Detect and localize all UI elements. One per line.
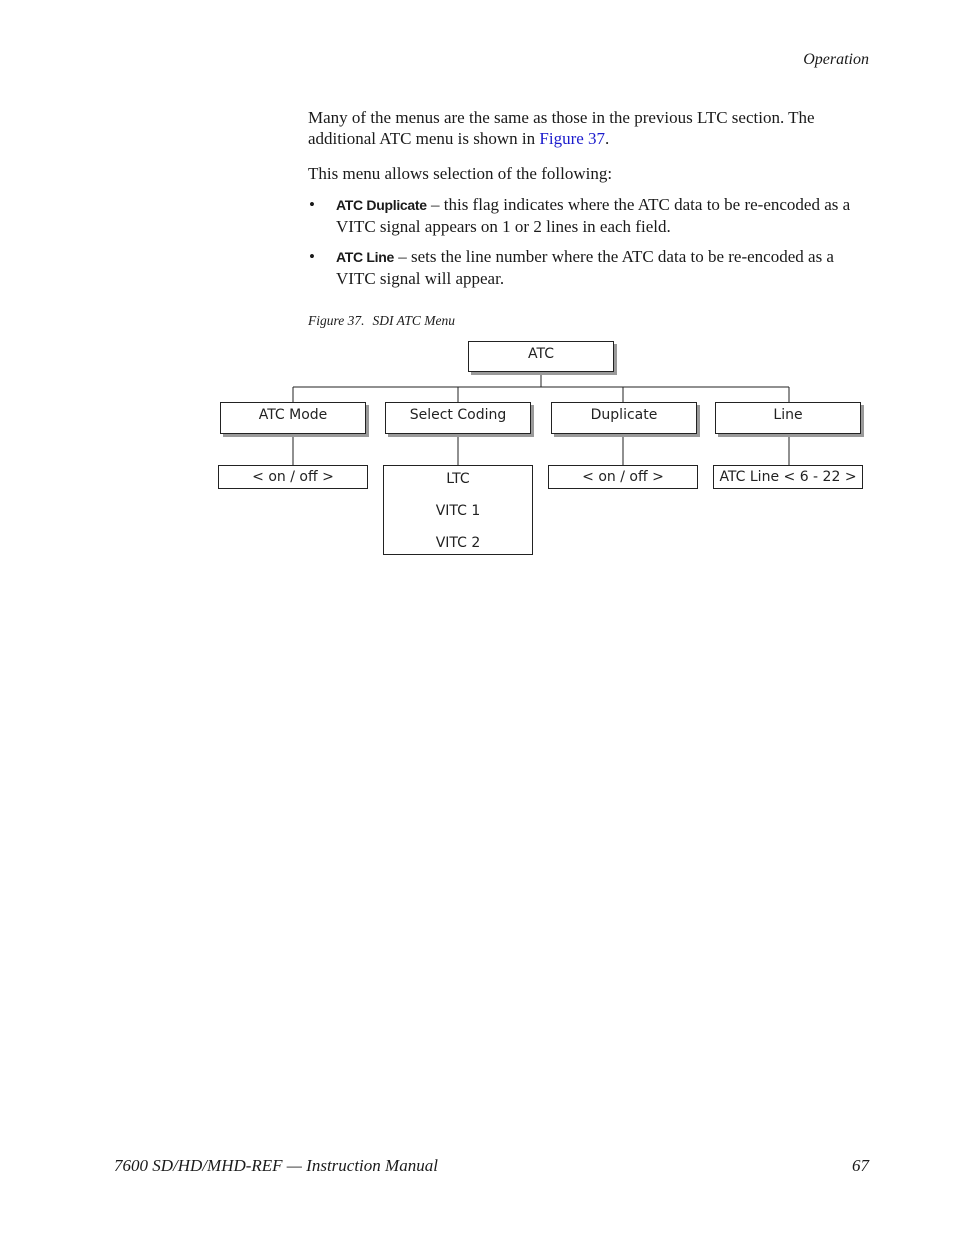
desc-atc-line: – sets the line number where the ATC data to be re-encoded as a VITC signal will appear.	[336, 247, 834, 288]
coding-ltc: LTC	[446, 471, 470, 487]
term-atc-line: ATC Line	[336, 249, 395, 265]
list-item	[308, 246, 873, 289]
term-atc-duplicate: ATC Duplicate	[336, 197, 427, 213]
intro-period: .	[605, 129, 610, 148]
desc-atc-duplicate: – this flag indicates where the ATC data to be re-encoded as a VITC signal appears on 1 or 2 lines in each field.	[336, 195, 851, 236]
selection-paragraph: This menu allows selection of the following:	[308, 164, 613, 183]
bullet-icon: •	[309, 195, 315, 214]
option-line: ATC Line < 6 - 22 >	[713, 465, 863, 489]
intro-paragraph	[308, 107, 873, 149]
menu-line: Line	[715, 402, 861, 434]
option-duplicate: < on / off >	[548, 465, 698, 489]
coding-vitc1: VITC 1	[435, 503, 481, 519]
figure-title: SDI ATC Menu	[372, 313, 455, 328]
option-select-coding	[383, 465, 533, 555]
option-atc-mode: < on / off >	[218, 465, 368, 489]
figure-caption	[308, 313, 455, 329]
figure-link[interactable]: Figure 37	[539, 129, 606, 148]
menu-root-atc: ATC	[468, 341, 614, 372]
running-header: Operation	[803, 51, 869, 68]
bullet-icon: •	[309, 247, 315, 266]
list-item	[308, 194, 873, 237]
page-number: 67	[852, 1156, 869, 1175]
footer-manual-title: 7600 SD/HD/MHD-REF — Instruction Manual	[114, 1156, 438, 1175]
figure-number: Figure 37.	[308, 313, 365, 328]
menu-atc-mode: ATC Mode	[220, 402, 366, 434]
option-list	[308, 194, 873, 298]
menu-select-coding: Select Coding	[385, 402, 531, 434]
menu-duplicate: Duplicate	[551, 402, 697, 434]
intro-text: Many of the menus are the same as those in the previous LTC section. The additional ATC menu is shown in	[308, 108, 815, 148]
coding-vitc2: VITC 2	[435, 535, 481, 551]
